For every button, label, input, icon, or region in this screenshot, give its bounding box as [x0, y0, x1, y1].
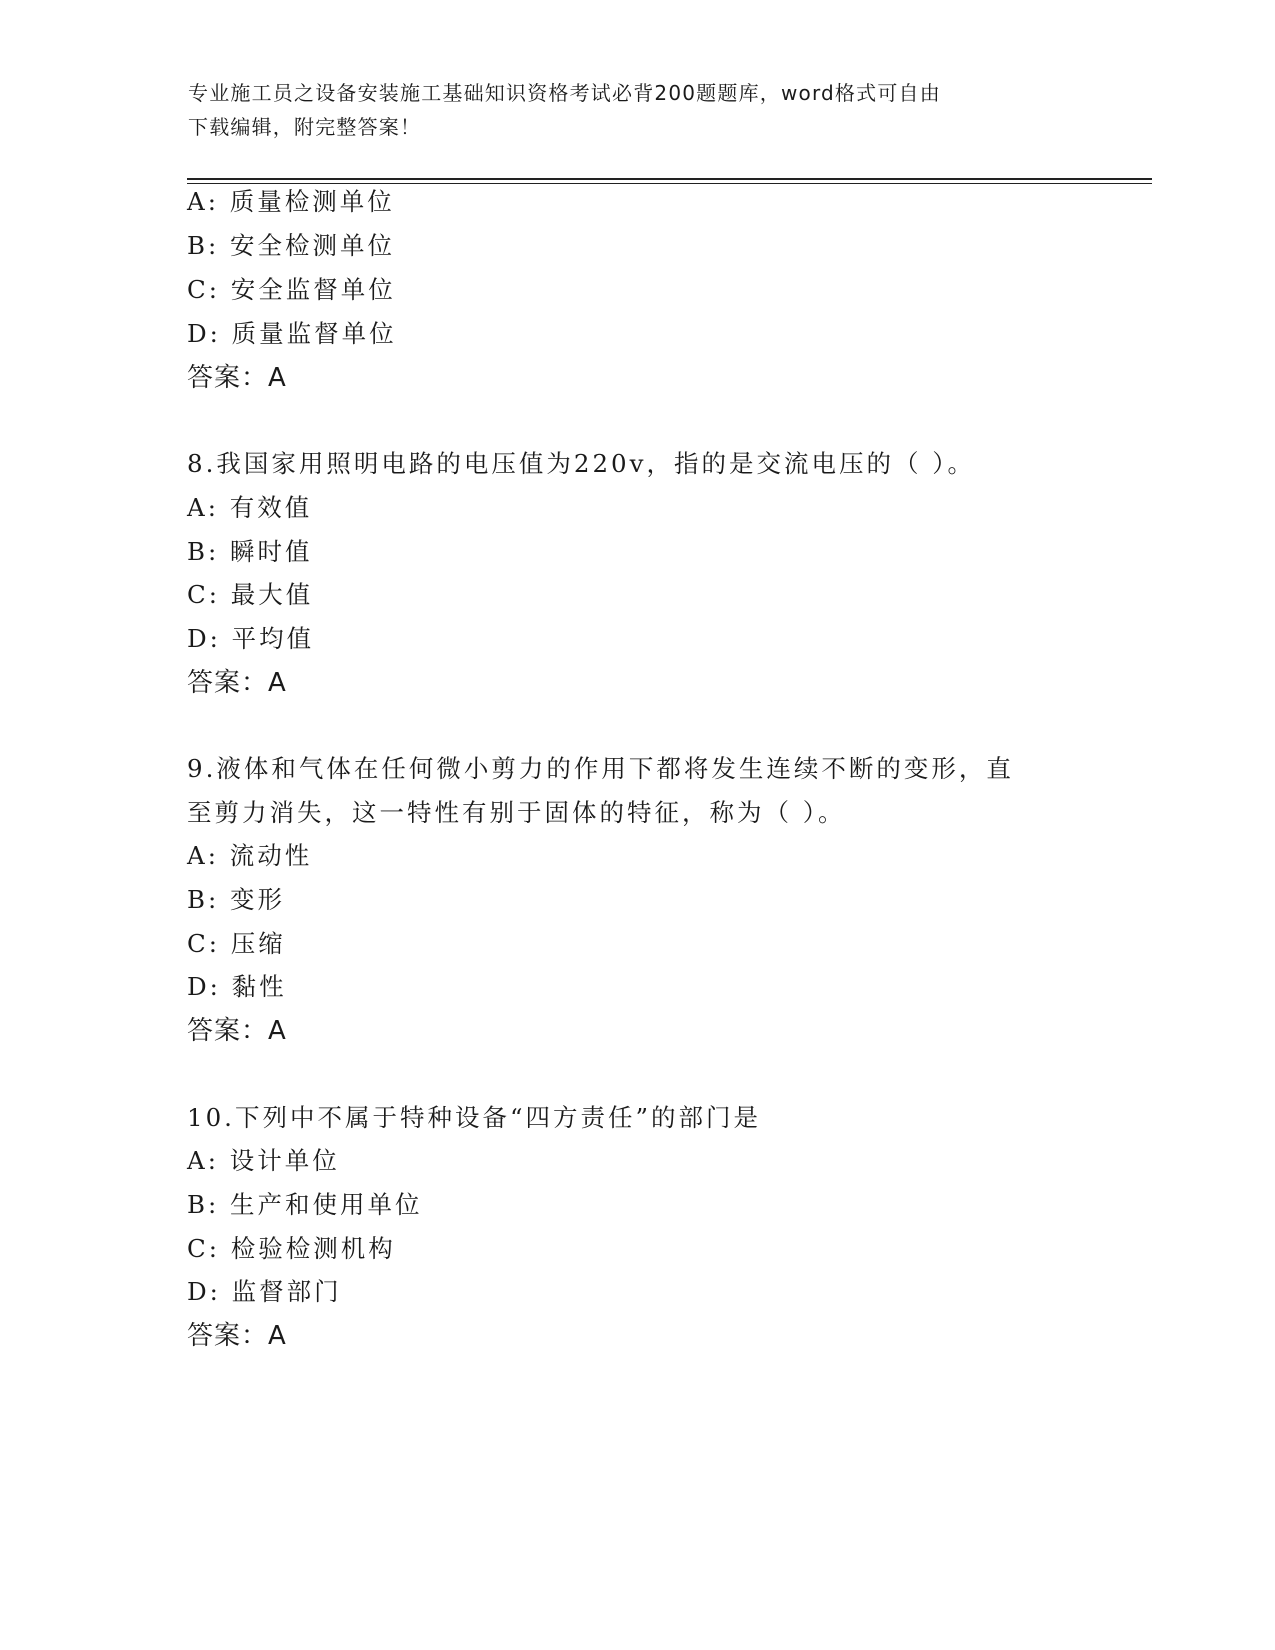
header-line-2: 下载编辑，附完整答案！: [188, 115, 422, 139]
q9-answer: 答案：A: [187, 1016, 287, 1046]
q7-option-c: C: 安全监督单位: [187, 275, 396, 304]
q10-answer: 答案：A: [187, 1321, 287, 1351]
q9-option-b: B: 变形: [187, 885, 286, 914]
q8-option-d: D: 平均值: [187, 624, 315, 653]
q10-option-d: D: 监督部门: [187, 1277, 342, 1306]
q8-option-a: A: 有效值: [187, 493, 313, 522]
q8-question: 8.我国家用照明电路的电压值为220v，指的是交流电压的（ ）。: [187, 449, 976, 478]
q8-option-b: B: 瞬时值: [187, 537, 313, 566]
q7-option-d: D: 质量监督单位: [187, 319, 397, 348]
q10-question: 10.下列中不属于特种设备“四方责任”的部门是: [187, 1103, 762, 1132]
q9-question-line-1: 9.液体和气体在任何微小剪力的作用下都将发生连续不断的变形，直: [187, 754, 1014, 783]
q10-option-c: C: 检验检测机构: [187, 1234, 396, 1263]
q8-answer: 答案：A: [187, 668, 287, 698]
q9-option-d: D: 黏性: [187, 972, 287, 1001]
header-line-1: 专业施工员之设备安装施工基础知识资格考试必背200题题库，word格式可自由: [188, 81, 941, 105]
q9-question-line-2: 至剪力消失，这一特性有别于固体的特征，称为（ ）。: [187, 798, 846, 827]
q8-option-c: C: 最大值: [187, 580, 314, 609]
document-header: [188, 76, 1088, 144]
q9-option-c: C: 压缩: [187, 929, 286, 958]
q7-answer: 答案：A: [187, 363, 287, 393]
q10-option-a: A: 设计单位: [187, 1146, 340, 1175]
header-divider-thick: [187, 178, 1152, 180]
q7-option-a: A: 质量检测单位: [187, 187, 395, 216]
q7-option-b: B: 安全检测单位: [187, 231, 396, 260]
q9-option-a: A: 流动性: [187, 841, 313, 870]
q10-option-b: B: 生产和使用单位: [187, 1190, 423, 1219]
header-divider-thin: [187, 183, 1152, 184]
